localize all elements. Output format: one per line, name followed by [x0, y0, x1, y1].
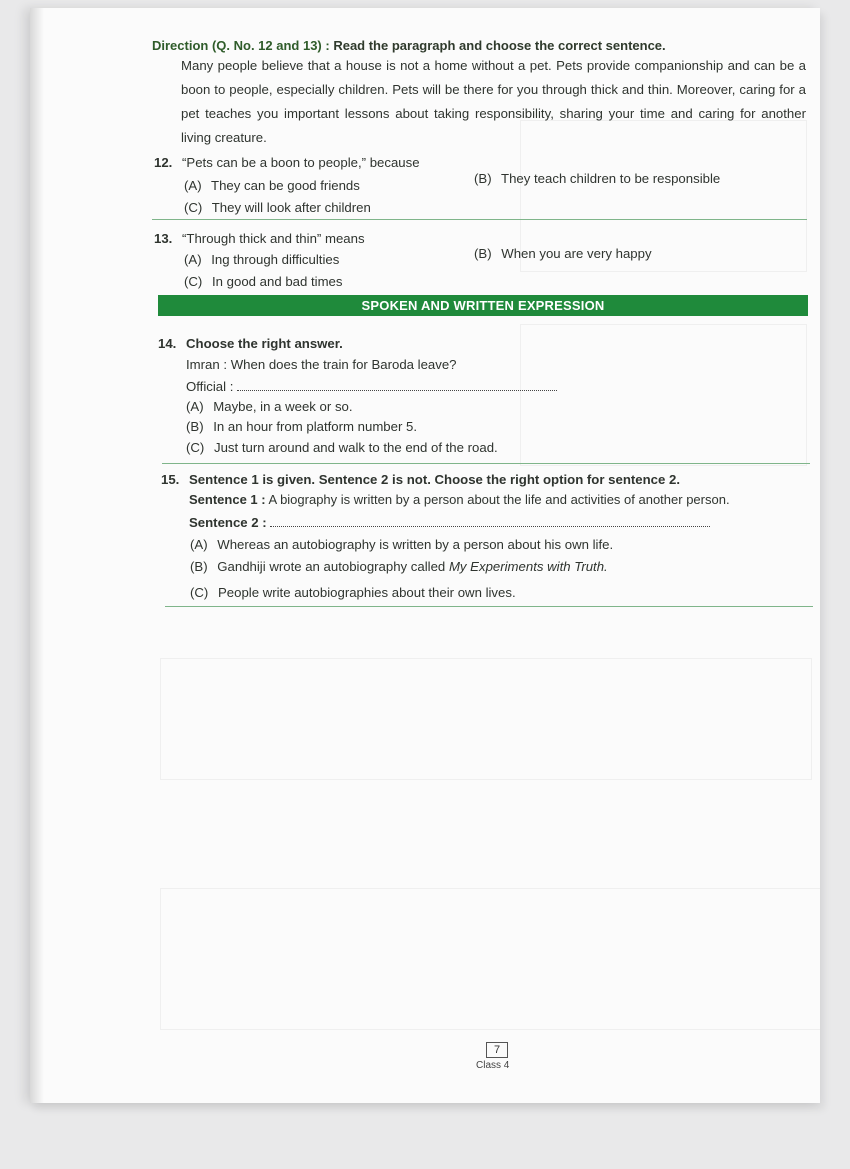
option-text: They will look after children: [211, 200, 371, 215]
option-tag: (B): [190, 559, 208, 574]
option-tag: (C): [186, 440, 205, 455]
option-text: Just turn around and walk to the end of the road.: [213, 440, 498, 455]
q14-option-a[interactable]: [186, 399, 353, 414]
option-text: In an hour from platform number 5.: [213, 419, 418, 434]
q13-option-b[interactable]: [474, 246, 652, 261]
option-text: They teach children to be responsible: [501, 171, 721, 186]
dialogue-line-imran: [186, 357, 457, 372]
option-tag: (A): [190, 537, 208, 552]
speaker-label: Official :: [186, 379, 234, 394]
option-tag: (B): [474, 171, 492, 186]
scanned-page: [30, 8, 820, 1103]
question-number: 15.: [161, 472, 180, 487]
option-text: Whereas an autobiography is written by a person about his own life.: [217, 537, 614, 552]
option-text: When you are very happy: [501, 246, 652, 261]
option-tag: (B): [186, 419, 204, 434]
direction-text: Read the paragraph and choose the correct sentence.: [333, 38, 666, 53]
option-tag: (C): [184, 274, 203, 289]
sentence-label: Sentence 1 :: [189, 492, 266, 507]
question-number: 13.: [154, 231, 173, 246]
class-label: Class 4: [476, 1060, 510, 1071]
divider: [165, 606, 813, 607]
direction-heading: [152, 38, 666, 53]
q14-option-b[interactable]: [186, 419, 417, 434]
option-tag: (A): [186, 399, 204, 414]
option-tag: (A): [184, 178, 202, 193]
option-text: They can be good friends: [211, 178, 360, 193]
book-title: My Experiments with Truth.: [448, 559, 608, 574]
question-text: Choose the right answer.: [186, 336, 343, 351]
option-tag: (C): [184, 200, 203, 215]
question-14: [158, 336, 343, 351]
option-tag: (B): [474, 246, 492, 261]
question-text: “Pets can be a boon to people,” because: [182, 155, 420, 170]
option-text: Ing through difficulties: [211, 252, 340, 267]
q12-option-b[interactable]: [474, 171, 720, 186]
direction-label: Direction (Q. No. 12 and 13) :: [152, 38, 330, 53]
question-text: “Through thick and thin” means: [182, 231, 365, 246]
question-text: Sentence 1 is given. Sentence 2 is not. Choose the right option for sentence 2.: [189, 472, 680, 487]
option-tag: (A): [184, 252, 202, 267]
sentence-1: [189, 492, 730, 507]
speaker-label: Imran :: [186, 357, 228, 372]
section-banner: SPOKEN AND WRITTEN EXPRESSION: [158, 295, 808, 316]
q13-option-a[interactable]: [184, 252, 339, 267]
answer-blank: [270, 516, 710, 527]
sentence-label: Sentence 2 :: [189, 515, 267, 530]
q15-option-a[interactable]: [190, 537, 613, 552]
page-number: 7: [486, 1042, 508, 1058]
q14-option-c[interactable]: [186, 440, 498, 455]
option-tag: (C): [190, 585, 209, 600]
divider: [152, 219, 807, 220]
question-15: [161, 472, 680, 487]
sentence-text: A biography is written by a person about the life and activities of another person.: [268, 492, 730, 507]
reading-paragraph: Many people believe that a house is not a home without a pet. Pets provide companionship and can be a boon to people, especially children. Pets will be there for you through thick and thin. Moreover, caring for a pet teaches you important lessons about taking responsibility, sharing your time and caring for another living creature.: [181, 58, 806, 145]
question-number: 14.: [158, 336, 177, 351]
divider: [162, 463, 810, 464]
dialogue-text: When does the train for Baroda leave?: [230, 357, 457, 372]
dialogue-line-official: [186, 379, 557, 394]
q15-option-b[interactable]: [190, 559, 608, 574]
q12-option-c[interactable]: [184, 200, 371, 215]
question-12: [154, 155, 420, 170]
q12-option-a[interactable]: [184, 178, 360, 193]
question-number: 12.: [154, 155, 173, 170]
option-text: Maybe, in a week or so.: [213, 399, 353, 414]
question-13: [154, 231, 365, 246]
option-text: People write autobiographies about their own lives.: [217, 585, 516, 600]
option-text: In good and bad times: [211, 274, 343, 289]
q13-option-c[interactable]: [184, 274, 343, 289]
sentence-2: [189, 515, 710, 530]
answer-blank: [237, 380, 557, 391]
option-text: Gandhiji wrote an autobiography called: [217, 559, 449, 574]
q15-option-c[interactable]: [190, 585, 516, 600]
